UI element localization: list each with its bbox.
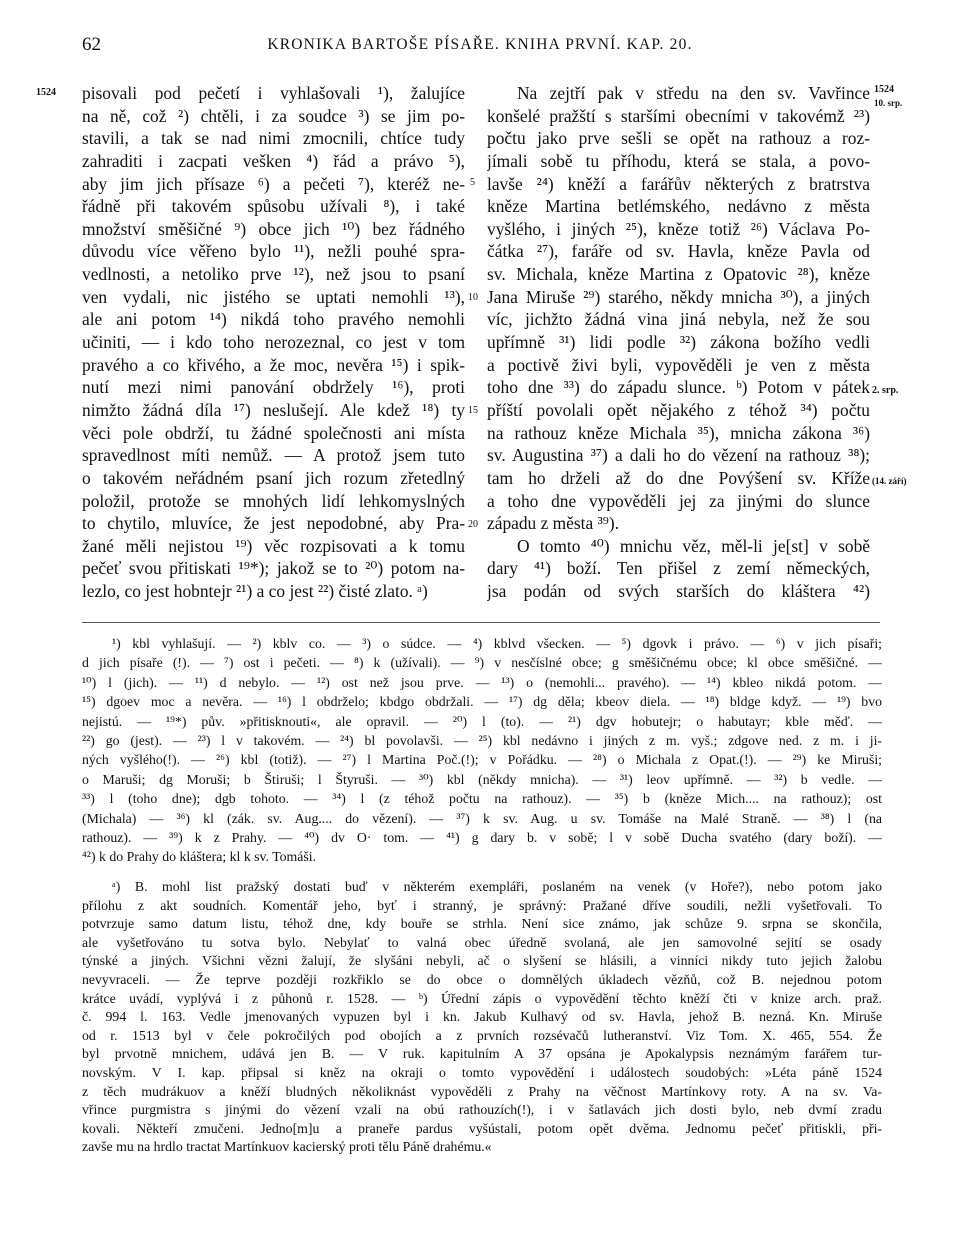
commentary-line: byl prvotně mnichem, udává jen B. — V ruk. kapitulním A 37 opsána je Apokalypsis neznámým farářem tur- [82,1046,882,1062]
text-line: jsa podán od svých starších do kláštera ⁴²) [487,581,870,602]
right-text-column [487,82,870,603]
text-line: lavše ²⁴) kněží a farářův některých z bratrstva [487,173,870,194]
page-header [0,34,960,58]
footnote-line: (Michala) — ³⁶) kl (zák. sv. Aug.... do vězení). — ³⁷) k sv. Aug. u sv. Tomáše na Malé Straně. — ³⁸) l (na [82,810,882,826]
line-number-10: 10 [468,292,478,303]
text-line: dary ⁴¹) boží. Ten přišel z zemí německých, [487,558,870,579]
text-line: nutí mezi nimi panování obdržely ¹⁶), proti [82,377,465,398]
commentary-line: přílohu z akt soudních. Komentář jeho, byť i stranný, je správný: Pražané dříve soudili, nežli vyšetřovali. To [82,897,882,913]
text-line: řádně při takovém spůsobu užívali ⁸), i také [82,196,465,217]
text-line: vyšlého, i jiných ²⁵), kněze totiž ²⁶) Václava Po- [487,218,870,239]
footnote-line: d jich písaře (!). — ⁷) ost i pečeti. — ⁸) k (užívali). — ⁹) v nesčíslné obce; g směšičnému obce; kl obce směšičné. — [82,655,882,671]
text-line: to chytilo, mluvíce, že jest nepodobné, aby Pra- [82,513,465,534]
text-line: Na zejtří pak v středu na den sv. Vavřince [517,83,870,103]
text-line: toho dne ³³) do západu slunce. ᵇ) Potom v pátek [487,377,870,398]
footnote-line: ¹⁵) dgoev moc a nevěra. — ¹⁶) l obdrželo; kbdgo obdržali. — ¹⁷) dg děla; kbeov diela. — ¹⁸) bldge když. — ¹⁹) bvo [82,694,882,710]
footnote-line: ⁴²) k do Prahy do kláštera; kl k sv. Tomáši. [82,849,317,865]
text-line: tam ho drželi až do dne Povýšení sv. Kříže [487,467,870,488]
footnote-line: ných vyšlého(!). — ²⁶) kbl (totiž). — ²⁷) l Martina Poč.(!); v Pořádku. — ²⁸) o Michala z Opat.(!). — ²⁹) ke Miruši; [82,752,882,768]
footnote-line: nejistú. — ¹⁹*) pův. »přitisknouti«, ale opravil. — ²⁰) l (to). — ²¹) dgv hobutejr; o habutayr; kble měď. — [82,713,882,729]
text-line: lezlo, co jest hobntejr ²¹) a co jest ²²) čisté zlato. ᵃ) [82,581,428,602]
text-line: západu z města ³⁹). [487,513,619,534]
text-line: nimžto žádná díla ¹⁷) neslušejí. Ale kdež ¹⁸) ty [82,399,465,420]
text-line: o takovém neřádném psaní jich rozum zřetedlný [82,467,465,488]
text-line: pravého a co křivého, a že moc, nevěra ¹⁵) i spik- [82,354,465,375]
text-line: položil, protože se mnohých lidí lehkomyslných [82,490,465,511]
text-line: množství směšičné ⁹) obce jich ¹⁰) bez řádného [82,218,465,239]
footnote-line: o Maruši; dg Moruši; b Štiruši; l Štyruši. — ³⁰) kbl (někdy mnicha). — ³¹) leov upřímně. — ³²) b vedle. — [82,771,882,787]
text-line: vedlnosti, a netoliko prve ¹²), než jsou to psaní [82,264,465,285]
text-line: pečeť svou přitiskati ¹⁹*); jakož se to ²⁰) potom na- [82,558,465,579]
text-line: počtu jako prve sešli se opět na rathouz a roz- [487,128,870,149]
footnote-divider [82,622,880,623]
text-line: věci pole obdrží, tu žádné společnosti ani místa [82,422,465,443]
text-line: aby jim jich přísaze ⁶) a pečeti ⁷), kteréž ne- [82,173,465,194]
text-line: pisovali pod pečetí i vyhlašovali ¹), žalujíce [82,83,465,103]
running-title: KRONIKA BARTOŠE PÍSAŘE. KNIHA PRVNÍ. KAP. 20. [267,36,693,53]
commentary-line: z těch mudrákuov a kněží bludných několiknást vypověděli z Prahy na věčnost Martínkovy roty. A na sv. Va- [82,1083,882,1099]
line-number-5: 5 [470,177,475,188]
footnote-line: rathouz). — ³⁹) k z Prahy. — ⁴⁰) dv O· tom. — ⁴¹) g dary b. v sobě; l v sobě Ducha svatého (dary boží). — [82,829,882,845]
text-line: Jana Miruše ²⁹) starého, někdy mnicha ³⁰), a jiných [487,286,870,307]
commentary-line: od r. 1513 byl v čele pokročilých pod obojích a z prvních rozsévačů lutheranství. Viz Tom. X. 465, 554. Že [82,1027,882,1043]
text-line: a toho dne vypověděli jej za jinými do slunce [487,490,870,511]
text-line: čátka ²⁷), faráře od sv. Havla, kněze Pavla od [487,241,870,262]
footnote-line: ²²) go (jest). — ²³) l v takovém. — ²⁴) bl povolavši. — ²⁵) kbl nedávno i jiných z m. vyš.; zdgove ned. z m. i ji- [82,732,882,748]
margin-year-left: 1524 [36,87,56,98]
text-line: zahraditi i zacpati vešken ⁴) řád a právo ⁵), [82,150,465,171]
commentary-line: kovali. Někteří zmučeni. Jedno[m]u a praneře pardus vyšústali, potom opět dvěma. Jednomu pečeť přitiskli, při- [82,1120,882,1136]
text-line: učiniti, — i kdo toho nerozeznal, co jest v tom [82,332,465,353]
variant-footnotes [82,634,882,867]
text-line: žané měli nejistou ¹⁹) věc rozpisovati a k tomu [82,535,465,556]
text-line: stavili, a tak se nad nimi zmocnili, chtíce tudy [82,128,465,149]
commentary-line: krátce uvádí, vyplývá i z půhonů r. 1528. — ᵇ) Úřední zápis o vypovědění těchto kněží čti v knize arch. praž. [82,990,882,1006]
margin-date-aug10: 10. srp. [874,98,903,108]
line-number-20: 20 [468,519,478,530]
text-line: jímali sobě tu příhodu, která se stala, a povo- [487,150,870,171]
text-line: důvodu více věřeno bylo ¹¹), nežli pouhé spra- [82,241,465,262]
page-number: 62 [82,34,101,55]
text-line: spravedlnost míti nemůž. — A protož jsem tuto [82,445,465,466]
text-line: O tomto ⁴⁰) mnichu věz, měl-li je[st] v sobě [517,535,870,556]
text-line: víc, jichžto žádná vina jiná nebyla, než že sou [487,309,870,330]
text-line: konšelé pražští s staršími obecními v takovémž ²³) [487,105,870,126]
commentary-line: potvrzuje samo datum listu, téhož dne, kdy bouře se strhla. Není sice známo, jak schůze 9. srpna se skončila, [82,916,882,932]
commentary-line: týnské a jiných. Všichni vězni žalují, že slyšáni nebyli, ač o slyšení se hlásili, a vinníci nikdy tuto jejich žalobu [82,953,882,969]
text-line: na ně, což ²) chtěli, i za soudce ³) se jim po- [82,105,465,126]
footnote-line: ¹) kbl vyhlašují. — ²) kblv co. — ³) o súdce. — ⁴) kblvd všecken. — ⁵) dgovk i právo. — ⁶) v jich písaři; [112,636,882,651]
text-line: sv. Michala, kněze Martina z Opatovic ²⁸), kněze [487,264,870,285]
text-line: příští povolali opět nějakého z téhož ³⁴) počtu [487,399,870,420]
text-line: ven vydali, nic jistého se uptati nemohli ¹³), [82,286,465,307]
text-line: sv. Augustina ³⁷) a dali ho do vězení na rathouz ³⁸); [487,445,870,466]
text-line: a poctivě živi byli, vypověděli je ven z města [487,354,870,375]
commentary-line: vřince purgmistra s jinými do vězení vzali na obú rathouzích(!), i v šatlavách jich dosti bylo, neb dvmí zradu [82,1102,882,1118]
commentary-line: novským. V I. kap. připsal si kněz na okraji o tomto vypovědění i událostech soudobých: »Léta páně 1524 [82,1064,882,1080]
margin-date-sep14: (14. září) [872,476,907,486]
commentary-line: ale vyšetřováno tu sotva bylo. Nebylať to valná obec úředně svolaná, ale jen samovolné sejití se osady [82,934,882,950]
commentary-line: nevyvraceli. — Že teprve později rozkřiklo se do obce o domnělých úkladech vězňů, což B. nejednou potom [82,971,882,987]
margin-date-aug2: 2. srp. [872,385,899,396]
margin-year-right: 1524 [874,84,894,95]
text-line: ale ani potom ¹⁴) nikdá toho pravého nemohli [82,309,465,330]
left-text-column [82,82,465,603]
commentary-notes [82,878,882,1157]
commentary-line: ᵃ) B. mohl list pražský dostati buď v některém exempláři, poslaném na venek (v Hoře?), nebo potom jako [112,879,882,894]
text-line: kněze Martina betlémského, nedávno z města [487,196,870,217]
text-line: upřímně ³¹) lidi podle ³²) zákona božího vedli [487,332,870,353]
line-number-15: 15 [468,405,478,416]
footnote-line: ¹⁰) l (jich). — ¹¹) d nebylo. — ¹²) ost než jsou prve. — ¹³) o (nemohli... pravého). — ¹⁴) kbleo nikdá potom. — [82,674,882,690]
commentary-line: zavše mu na hrdlo tractat Martínkuov kacierský proti tělu Páně drahému.« [82,1139,492,1155]
commentary-line: č. 994 l. 163. Vedle jmenovaných vypuzen byl i kn. Jakub Kulhavý od sv. Havla, jehož B. nezná. Kn. Miruše [82,1009,882,1025]
text-line: na rathouz kněze Michala ³⁵), mnicha zákona ³⁶) [487,422,870,443]
footnote-line: ³³) l (toho dne); dgb tohoto. — ³⁴) l (z téhož počtu na rathouz). — ³⁵) b (kněze Mich.... na rathouz); ost [82,791,882,807]
